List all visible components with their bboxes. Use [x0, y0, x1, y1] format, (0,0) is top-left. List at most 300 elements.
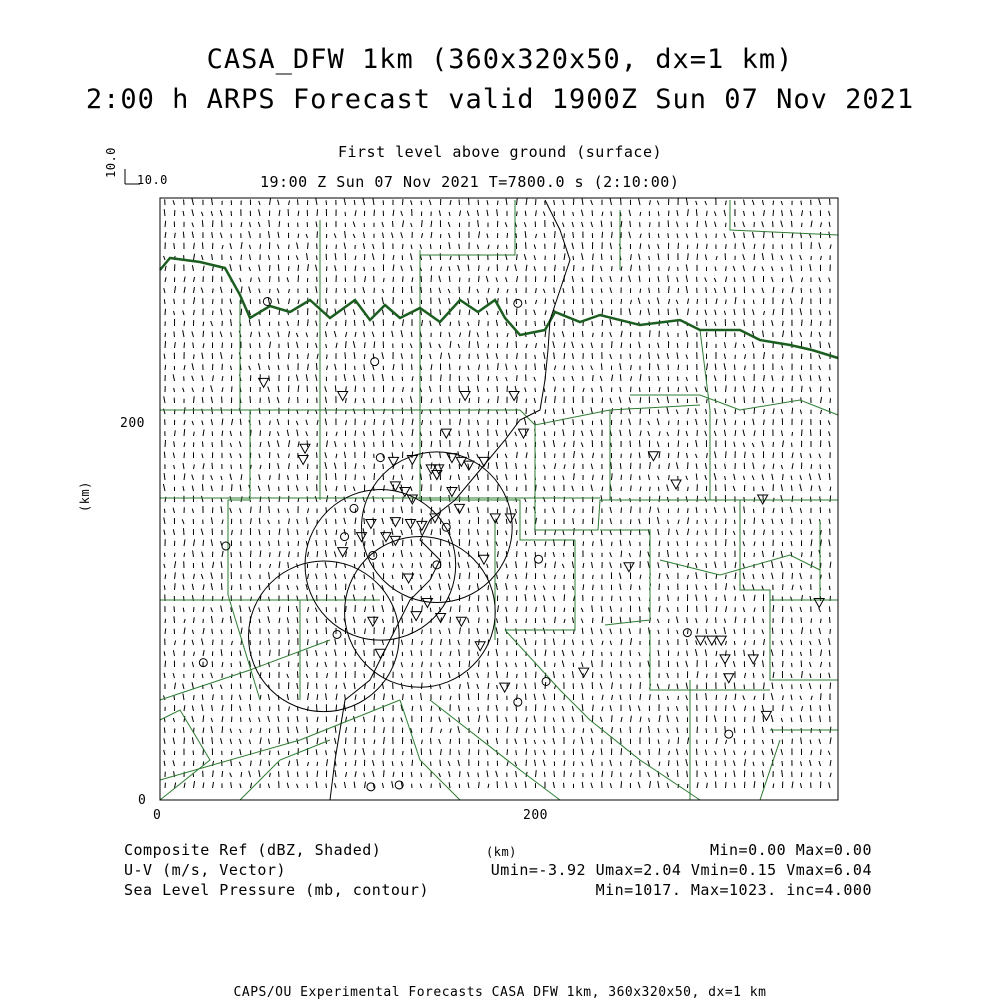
county-line: [240, 740, 330, 800]
wind-vector: [706, 693, 707, 700]
wind-vector: [553, 782, 554, 788]
wind-vector: [744, 376, 745, 381]
wind-vector: [326, 693, 327, 700]
wind-vector: [173, 650, 174, 656]
wind-vector: [316, 683, 317, 689]
wind-vector: [277, 419, 279, 425]
wind-vector: [610, 606, 611, 612]
wind-vector: [573, 310, 574, 315]
wind-vector: [355, 430, 356, 436]
wind-vector: [725, 595, 726, 601]
wind-vector: [449, 672, 450, 678]
wind-vector: [658, 244, 659, 249]
wind-vector: [211, 572, 213, 579]
wind-vector: [183, 585, 184, 590]
wind-vector: [724, 627, 726, 634]
wind-vector: [392, 221, 393, 227]
wind-vector: [821, 619, 822, 623]
wind-vector: [536, 770, 537, 777]
wind-vector: [373, 605, 374, 612]
wind-vector: [705, 750, 706, 755]
wind-vector: [667, 783, 668, 788]
wind-vector: [610, 760, 612, 766]
wind-vector: [384, 693, 385, 700]
wind-vector: [439, 717, 441, 722]
wind-vector: [439, 630, 440, 634]
wind-vector: [213, 311, 214, 315]
wind-vector: [174, 606, 175, 612]
wind-vector: [535, 628, 536, 634]
wind-vector: [707, 244, 708, 249]
wind-vector: [688, 408, 689, 414]
wind-vector: [544, 344, 545, 348]
wind-vector: [564, 619, 565, 623]
wind-vector: [344, 529, 345, 535]
wind-vector: [773, 387, 774, 392]
wind-vector: [517, 198, 518, 205]
wind-vector: [383, 540, 384, 546]
wind-vector: [601, 221, 602, 227]
wind-vector: [422, 740, 423, 744]
wind-vector: [268, 694, 269, 700]
wind-vector: [410, 552, 412, 557]
wind-vector: [411, 739, 412, 744]
wind-vector: [164, 553, 165, 557]
wind-vector: [573, 586, 574, 590]
station-triangle-marker: [460, 392, 470, 401]
wind-vector: [316, 198, 317, 205]
wind-vector: [602, 232, 603, 238]
wind-vector: [743, 386, 744, 392]
wind-vector: [705, 254, 706, 260]
wind-vector: [819, 454, 821, 458]
wind-vector: [164, 256, 165, 260]
wind-vector: [278, 453, 279, 458]
wind-vector: [582, 420, 583, 425]
wind-vector: [412, 476, 413, 480]
wind-vector: [791, 254, 792, 260]
wind-vector: [819, 739, 821, 744]
wind-vector: [410, 396, 412, 403]
wind-vector: [449, 276, 450, 282]
wind-vector: [536, 234, 537, 238]
wind-vector: [401, 353, 402, 359]
wind-vector: [411, 286, 412, 293]
wind-vector: [164, 564, 165, 568]
wind-vector: [735, 572, 736, 579]
wind-vector: [439, 583, 440, 590]
wind-vector: [829, 638, 830, 645]
wind-vector: [258, 222, 260, 227]
wind-vector: [782, 684, 783, 689]
wind-vector: [543, 289, 545, 293]
wind-vector: [792, 287, 793, 293]
wind-vector: [327, 440, 328, 447]
wind-vector: [525, 594, 526, 601]
wind-vector: [487, 728, 488, 733]
wind-vector: [297, 629, 298, 634]
wind-vector: [705, 310, 707, 315]
wind-vector: [278, 509, 279, 513]
wind-vector: [648, 561, 650, 568]
wind-vector: [771, 650, 773, 656]
wind-vector: [422, 605, 423, 612]
wind-vector: [696, 760, 697, 766]
wind-vector: [231, 552, 232, 557]
wind-vector: [363, 431, 364, 436]
wind-vector: [241, 772, 242, 777]
wind-vector: [677, 727, 678, 733]
wind-vector: [259, 420, 260, 425]
wind-vector: [382, 374, 383, 381]
wind-vector: [259, 474, 260, 480]
pressure-stats: Min=1017. Max=1023. inc=4.000: [595, 881, 872, 899]
wind-vector: [535, 750, 536, 755]
wind-vector: [657, 619, 659, 623]
wind-vector: [573, 256, 574, 260]
wind-vector: [610, 641, 611, 645]
wind-vector: [726, 606, 727, 612]
wind-vector: [240, 605, 241, 612]
wind-vector: [734, 586, 735, 590]
wind-vector: [440, 760, 441, 766]
wind-vector: [686, 199, 687, 205]
wind-vector: [553, 507, 555, 513]
wind-vector: [830, 773, 831, 777]
wind-vector: [564, 594, 565, 601]
wind-vector: [771, 715, 773, 722]
wind-vector: [677, 343, 678, 348]
legend-composite: Composite Ref (dBZ, Shaded): [124, 841, 382, 859]
wind-vector: [488, 245, 489, 249]
wind-vector: [629, 276, 631, 282]
wind-vector: [240, 661, 241, 667]
wind-vector: [450, 200, 451, 205]
wind-vector: [231, 234, 232, 238]
wind-vector: [355, 518, 356, 524]
wind-vector: [668, 275, 669, 282]
wind-vector: [496, 627, 497, 634]
y-tick-0: 0: [138, 793, 147, 808]
wind-vector: [222, 419, 223, 425]
wind-vector: [335, 364, 336, 370]
wind-vector: [439, 298, 441, 304]
wind-vector: [382, 352, 384, 359]
wind-vector: [289, 353, 290, 359]
wind-vector: [203, 650, 204, 656]
wind-vector: [773, 201, 774, 205]
wind-vector: [346, 606, 347, 612]
wind-vector: [516, 619, 517, 623]
wind-vector: [346, 542, 347, 546]
wind-vector: [705, 530, 706, 535]
wind-vector: [173, 718, 174, 722]
wind-vector: [287, 277, 288, 282]
wind-vector: [308, 319, 309, 326]
wind-vector: [468, 716, 469, 722]
wind-vector: [811, 320, 812, 326]
wind-vector: [316, 540, 317, 546]
wind-vector: [384, 420, 385, 425]
wind-vector: [220, 287, 222, 293]
wind-vector: [202, 242, 203, 249]
wind-vector: [335, 265, 336, 271]
wind-vector: [677, 210, 678, 216]
wind-vector: [688, 529, 689, 535]
wind-vector: [354, 585, 355, 590]
wind-vector: [230, 729, 231, 733]
wind-vector: [659, 606, 660, 612]
wind-vector: [449, 782, 450, 788]
wind-vector: [810, 641, 811, 645]
wind-vector: [715, 222, 716, 227]
wind-vector: [554, 200, 555, 205]
wind-vector: [297, 586, 298, 590]
wind-vector: [640, 430, 641, 436]
wind-vector: [621, 748, 622, 755]
wind-vector: [232, 530, 233, 535]
wind-vector: [553, 596, 554, 601]
wind-vector: [517, 674, 518, 678]
wind-vector: [726, 276, 727, 282]
wind-vector: [545, 331, 546, 337]
wind-vector: [373, 771, 374, 777]
wind-vector: [658, 309, 659, 315]
wind-vector: [583, 728, 584, 733]
wind-vector: [677, 684, 678, 689]
wind-vector: [354, 441, 355, 447]
wind-vector: [667, 673, 669, 678]
wind-vector: [811, 551, 812, 557]
wind-vector: [212, 737, 213, 744]
wind-vector: [669, 266, 670, 271]
wind-vector: [192, 363, 193, 370]
wind-vector: [203, 628, 204, 634]
wind-vector: [468, 772, 469, 777]
wind-vector: [469, 398, 470, 403]
wind-vector: [488, 585, 489, 590]
wind-vector: [230, 319, 231, 326]
wind-vector: [706, 409, 707, 414]
wind-vector: [422, 630, 423, 634]
wind-vector: [800, 783, 801, 788]
wind-vector: [819, 277, 821, 282]
wind-vector: [658, 529, 659, 535]
wind-vector: [631, 365, 632, 370]
wind-vector: [230, 773, 232, 777]
wind-vector: [601, 254, 602, 260]
wind-vector: [543, 586, 545, 590]
wind-vector: [649, 288, 650, 293]
wind-vector: [259, 319, 260, 326]
wind-vector: [733, 232, 735, 238]
wind-vector: [488, 463, 489, 469]
wind-vector: [688, 309, 689, 315]
wind-vector: [686, 476, 688, 480]
wind-vector: [714, 473, 716, 480]
wind-vector: [563, 553, 564, 557]
wind-vector: [669, 684, 670, 689]
wind-vector: [496, 705, 497, 711]
wind-vector: [525, 683, 526, 689]
wind-vector: [384, 627, 385, 634]
wind-vector: [707, 211, 708, 216]
wind-vector: [184, 783, 185, 788]
wind-vector: [468, 322, 469, 326]
wind-vector: [354, 352, 355, 359]
plot-frame: [160, 198, 838, 800]
wind-vector: [535, 355, 536, 359]
wind-vector: [240, 561, 241, 568]
wind-vector: [515, 442, 516, 447]
wind-vector: [591, 759, 592, 766]
wind-vector: [230, 431, 231, 436]
wind-vector: [298, 265, 299, 271]
wind-vector: [194, 287, 195, 293]
wind-vector: [306, 674, 307, 678]
wind-vector: [705, 519, 706, 524]
wind-vector: [640, 243, 641, 249]
station-circle-marker: [341, 533, 349, 541]
wind-vector: [762, 574, 763, 579]
wind-vector: [821, 410, 822, 414]
wind-vector: [164, 409, 165, 414]
wind-vector: [534, 694, 535, 700]
wind-vector: [734, 641, 735, 645]
wind-vector: [657, 398, 659, 403]
wind-vector: [487, 200, 488, 205]
wind-vector: [477, 210, 478, 216]
wind-vector: [574, 596, 575, 601]
wind-vector: [335, 473, 336, 480]
wind-vector: [448, 574, 450, 579]
wind-vector: [743, 254, 745, 260]
wind-vector: [582, 287, 583, 293]
wind-vector: [791, 695, 792, 700]
wind-vector: [184, 452, 185, 458]
wind-vector: [297, 617, 298, 623]
wind-vector: [287, 430, 288, 436]
wind-vector: [734, 442, 735, 447]
wind-vector: [753, 462, 754, 469]
wind-vector: [630, 221, 631, 227]
wind-vector: [639, 440, 640, 447]
wind-vector: [593, 265, 594, 271]
subtitle-time: 19:00 Z Sun 07 Nov 2021 T=7800.0 s (2:10:00): [260, 173, 680, 191]
wind-vector: [544, 486, 545, 491]
wind-vector: [334, 551, 336, 557]
wind-vector: [260, 442, 261, 447]
wind-vector: [772, 474, 773, 480]
wind-vector: [478, 605, 479, 612]
wind-vector: [411, 253, 412, 260]
wind-vector: [800, 607, 801, 612]
wind-vector: [830, 244, 831, 249]
wind-vector: [222, 771, 223, 777]
wind-vector: [440, 309, 441, 315]
wind-vector: [374, 694, 375, 700]
wind-vector: [610, 672, 611, 678]
wind-vector: [259, 201, 260, 205]
wind-vector: [593, 541, 594, 546]
wind-vector: [724, 430, 725, 436]
wind-vector: [393, 265, 394, 271]
wind-vector: [773, 464, 774, 469]
wind-vector: [344, 374, 345, 381]
wind-vector: [753, 762, 754, 766]
wind-vector: [669, 529, 670, 535]
wind-vector: [278, 751, 279, 755]
wind-vector: [621, 331, 622, 337]
wind-vector: [676, 462, 678, 469]
wind-vector: [667, 485, 669, 491]
wind-vector: [336, 486, 337, 491]
wind-vector: [479, 409, 480, 414]
wind-vector: [289, 245, 290, 249]
wind-vector: [554, 771, 555, 777]
wind-vector: [792, 408, 793, 414]
wind-vector: [649, 749, 650, 755]
wind-vector: [268, 520, 270, 524]
wind-vector: [289, 331, 290, 337]
wind-vector: [515, 574, 516, 579]
wind-vector: [420, 553, 421, 557]
wind-vector: [772, 561, 773, 568]
wind-vector: [334, 331, 336, 337]
wind-vector: [479, 265, 480, 271]
wind-vector: [174, 311, 175, 315]
wind-vector: [230, 496, 232, 502]
wind-vector: [781, 431, 782, 436]
wind-vector: [800, 410, 801, 414]
wind-vector: [289, 454, 290, 458]
wind-vector: [640, 397, 641, 403]
wind-vector: [668, 309, 669, 315]
wind-vector: [174, 696, 175, 700]
wind-vector: [258, 486, 260, 491]
wind-vector: [164, 738, 165, 744]
wind-vector: [583, 563, 584, 568]
wind-vector: [232, 419, 233, 425]
wind-vector: [593, 750, 594, 755]
wind-vector: [802, 297, 803, 304]
wind-vector: [336, 530, 337, 535]
wind-vector: [174, 465, 175, 469]
wind-vector: [696, 233, 697, 238]
wind-vector: [591, 639, 593, 645]
wind-vector: [574, 739, 575, 744]
wind-vector: [232, 484, 233, 491]
wind-vector: [668, 707, 669, 711]
wind-vector: [174, 441, 175, 447]
wind-vector: [192, 388, 194, 392]
wind-vector: [184, 321, 185, 326]
wind-vector: [716, 574, 717, 579]
wind-vector: [270, 431, 271, 436]
wind-vector: [298, 211, 299, 216]
wind-vector: [326, 519, 327, 524]
wind-vector: [810, 454, 811, 458]
wind-vector: [221, 561, 222, 568]
wind-vector: [422, 320, 423, 326]
wind-vector: [555, 386, 556, 392]
wind-vector: [164, 354, 165, 359]
wind-vector: [249, 574, 251, 579]
wind-vector: [183, 486, 184, 491]
wind-vector: [344, 683, 346, 689]
wind-vector: [403, 694, 404, 700]
wind-vector: [192, 486, 193, 491]
